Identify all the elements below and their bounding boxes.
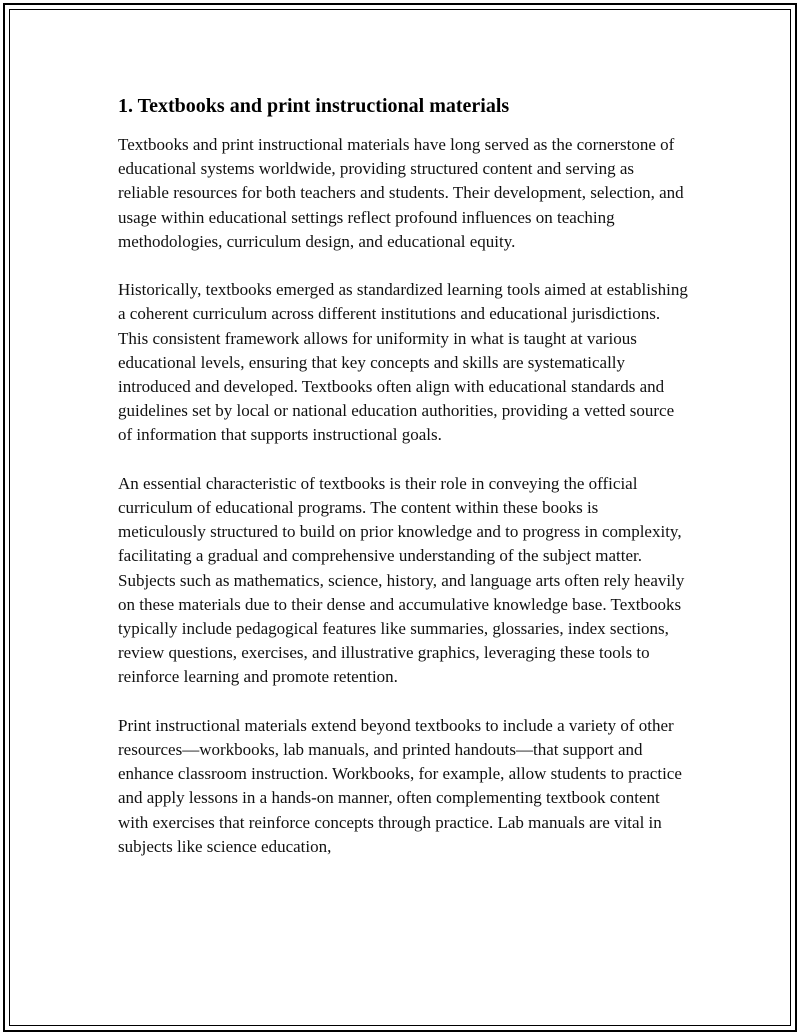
paragraph-3: An essential characteristic of textbooks is their role in conveying the official curriculum of educational programs. The content within these books is meticulously structured to build on prior knowledge and to progress in complexity, facilitating a gradual and comprehensive understanding of the subject matter. Subjects such as mathematics, science, history, and language arts often rely heavily on these materials due to their dense and accumulative knowledge base. Textbooks typically include pedagogical features like summaries, glossaries, index sections, review questions, exercises, and illustrative graphics, leveraging these tools to reinforce learning and promote retention. — [118, 473, 685, 687]
paragraph-2: Historically, textbooks emerged as standardized learning tools aimed at establishing a coherent curriculum across different institutions and educational jurisdictions. This consistent framework allows for uniformity in what is taught at various educational levels, ensuring that key concepts and skills are systematically introduced and developed. Textbooks often align with educational standards and guidelines set by local or national education authorities, providing a vetted source of information that supports instructional goals. — [118, 280, 688, 445]
paragraph-1: Textbooks and print instructional materials have long served as the cornerstone of educational systems worldwide, providing structured content and serving as reliable resources for both teachers and students. Their development, selection, and usage within educational settings reflect profound influences on teaching methodologies, curriculum design, and educational equity. — [118, 135, 684, 251]
section-heading: 1. Textbooks and print instructional materials — [118, 95, 510, 117]
document-body — [118, 92, 688, 883]
paragraph-4: Print instructional materials extend beyond textbooks to include a variety of other resources—workbooks, lab manuals, and printed handouts—that support and enhance classroom instruction. Workbooks, for example, allow students to practice and apply lessons in a hands-on manner, often complementing textbook content with exercises that reinforce concepts through practice. Lab manuals are vital in subjects like science education, — [118, 715, 682, 856]
